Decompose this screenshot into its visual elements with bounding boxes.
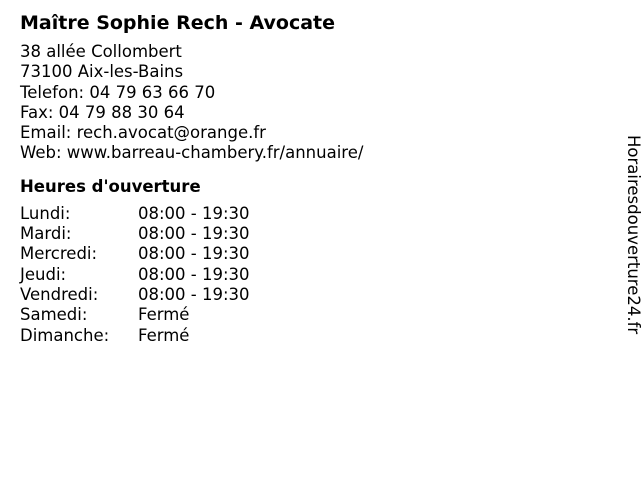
web-line: Web: www.barreau-chambery.fr/annuaire/ <box>20 143 364 163</box>
hours-row-vendredi <box>20 285 600 305</box>
day-label: Samedi: <box>20 305 88 325</box>
hours-row-jeudi <box>20 265 600 285</box>
day-hours: Fermé <box>138 325 190 345</box>
postal-city: 73100 Aix-les-Bains <box>20 62 184 82</box>
street-address: 38 allée Collombert <box>20 42 182 61</box>
day-hours: Fermé <box>138 305 190 325</box>
phone-line: Telefon: 04 79 63 66 70 <box>20 82 216 102</box>
hours-heading: Heures d'ouverture <box>20 176 201 196</box>
fax-line: Fax: 04 79 88 30 64 <box>20 102 185 122</box>
day-label: Mardi: <box>20 224 72 244</box>
hours-row-samedi <box>20 305 600 325</box>
site-watermark: Horairesdouverture24.fr <box>624 135 643 335</box>
day-label: Lundi: <box>20 203 71 223</box>
day-hours: 08:00 - 19:30 <box>138 244 250 264</box>
business-card <box>20 10 600 346</box>
day-label: Vendredi: <box>20 284 99 304</box>
day-label: Dimanche: <box>20 325 110 345</box>
hours-row-dimanche <box>20 326 600 346</box>
hours-row-mardi <box>20 224 600 244</box>
day-hours: 08:00 - 19:30 <box>138 203 250 223</box>
day-hours: 08:00 - 19:30 <box>138 264 250 284</box>
day-hours: 08:00 - 19:30 <box>138 224 250 244</box>
business-title: Maître Sophie Rech - Avocate <box>20 12 336 34</box>
hours-row-mercredi <box>20 244 600 264</box>
day-label: Mercredi: <box>20 244 98 264</box>
address-block <box>20 42 600 164</box>
email-line: Email: rech.avocat@orange.fr <box>20 123 266 143</box>
day-hours: 08:00 - 19:30 <box>138 284 250 304</box>
hours-table <box>20 204 600 346</box>
day-label: Jeudi: <box>20 264 67 284</box>
hours-row-lundi <box>20 204 600 224</box>
